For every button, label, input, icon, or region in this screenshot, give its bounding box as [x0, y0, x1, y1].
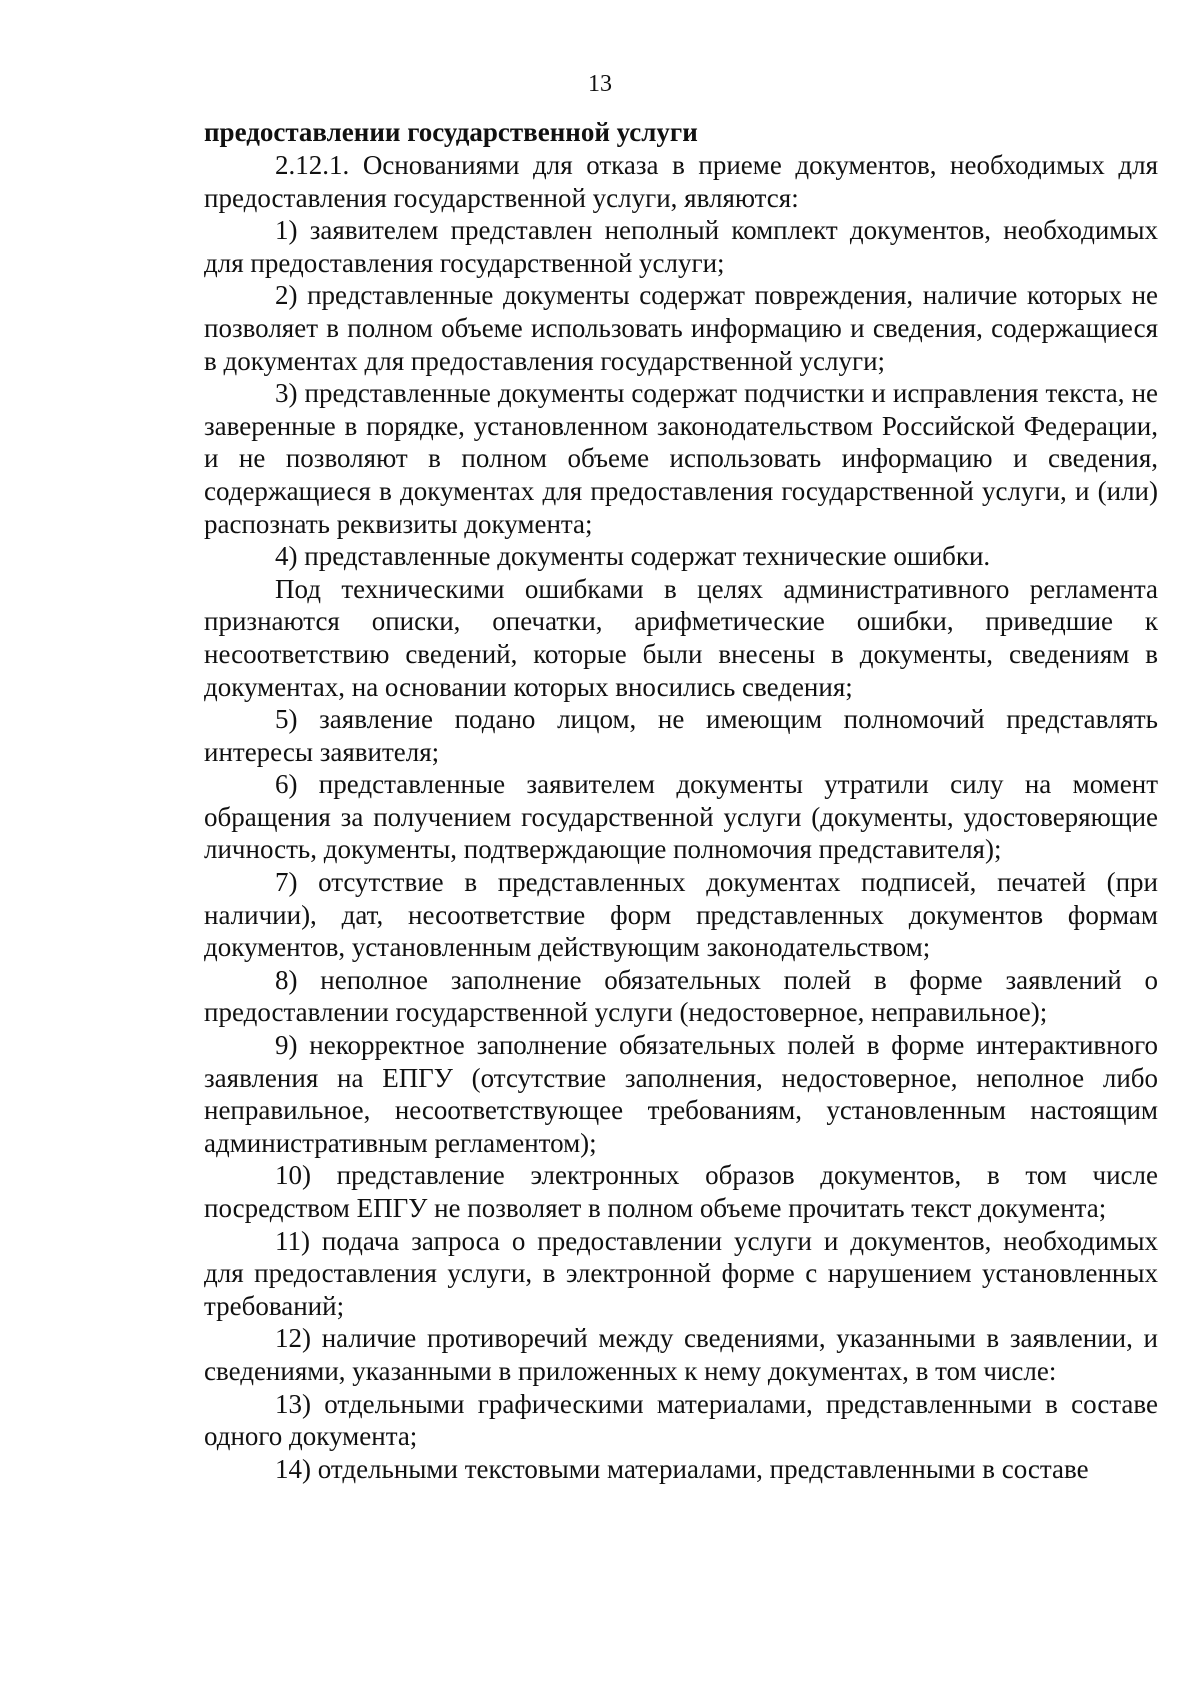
list-item-10: 10) представление электронных образов документов, в том числе посредством ЕПГУ не позволяет в полном объеме прочитать текст документа;: [204, 1160, 1158, 1223]
list-item-2: 2) представленные документы содержат повреждения, наличие которых не позволяет в полном объеме использовать информацию и сведения, содержащиеся в документах для предоставления государственной услуги;: [204, 280, 1158, 376]
list-item-8: 8) неполное заполнение обязательных полей в форме заявлений о предоставлении государственной услуги (недостоверное, неправильное);: [204, 964, 1158, 1028]
page-number: 13: [588, 71, 612, 97]
list-item-5: 5) заявление подано лицом, не имеющим полномочий представлять интересы заявителя;: [204, 704, 1158, 767]
list-item-6: 6) представленные заявителем документы утратили силу на момент обращения за получением государственной услуги (документы, удостоверяющие личность, документы, подтверждающие полномочия представителя);: [204, 769, 1158, 865]
list-item-7: 7) отсутствие в представленных документах подписей, печатей (при наличии), дат, несоответствие форм представленных документов формам документов, установленным действующим законодательством;: [204, 867, 1158, 963]
section-heading: предоставлении государственной услуги: [204, 117, 698, 147]
list-item-14: 14) отдельными текстовыми материалами, представленными в составе: [275, 1453, 1089, 1484]
list-item-13: 13) отдельными графическими материалами, представленными в составе одного документа;: [204, 1388, 1158, 1452]
list-item-3: 3) представленные документы содержат подчистки и исправления текста, не заверенные в порядке, установленном законодательством Российской Федерации, и не позволяют в полном объеме использовать информацию и сведения, содержащиеся в документах для предоставления государственной услуги, и (или) распознать реквизиты документа;: [204, 378, 1158, 539]
list-item-1: 1) заявителем представлен неполный комплект документов, необходимых для предоставления государственной услуги;: [204, 215, 1158, 278]
list-item-4: 4) представленные документы содержат технические ошибки.: [275, 541, 991, 572]
paragraph-intro: 2.12.1. Основаниями для отказа в приеме документов, необходимых для предоставления государственной услуги, являются:: [204, 150, 1158, 213]
document-body: [204, 115, 1158, 1485]
list-item-11: 11) подача запроса о предоставлении услуги и документов, необходимых для предоставления услуги, в электронной форме с нарушением установленных требований;: [204, 1225, 1158, 1321]
paragraph-technical-errors: Под техническими ошибками в целях административного регламента признаются описки, опечатки, арифметические ошибки, приведшие к несоответствию сведений, которые были внесены в документы, сведениям в документах, на основании которых вносились сведения;: [204, 573, 1158, 702]
list-item-9: 9) некорректное заполнение обязательных полей в форме интерактивного заявления на ЕПГУ (отсутствие заполнения, недостоверное, неполное либо неправильное, несоответствующее требованиям, установленным настоящим административным регламентом);: [204, 1030, 1158, 1158]
list-item-12: 12) наличие противоречий между сведениями, указанными в заявлении, и сведениями, указанными в приложенных к нему документах, в том числе:: [204, 1323, 1158, 1386]
